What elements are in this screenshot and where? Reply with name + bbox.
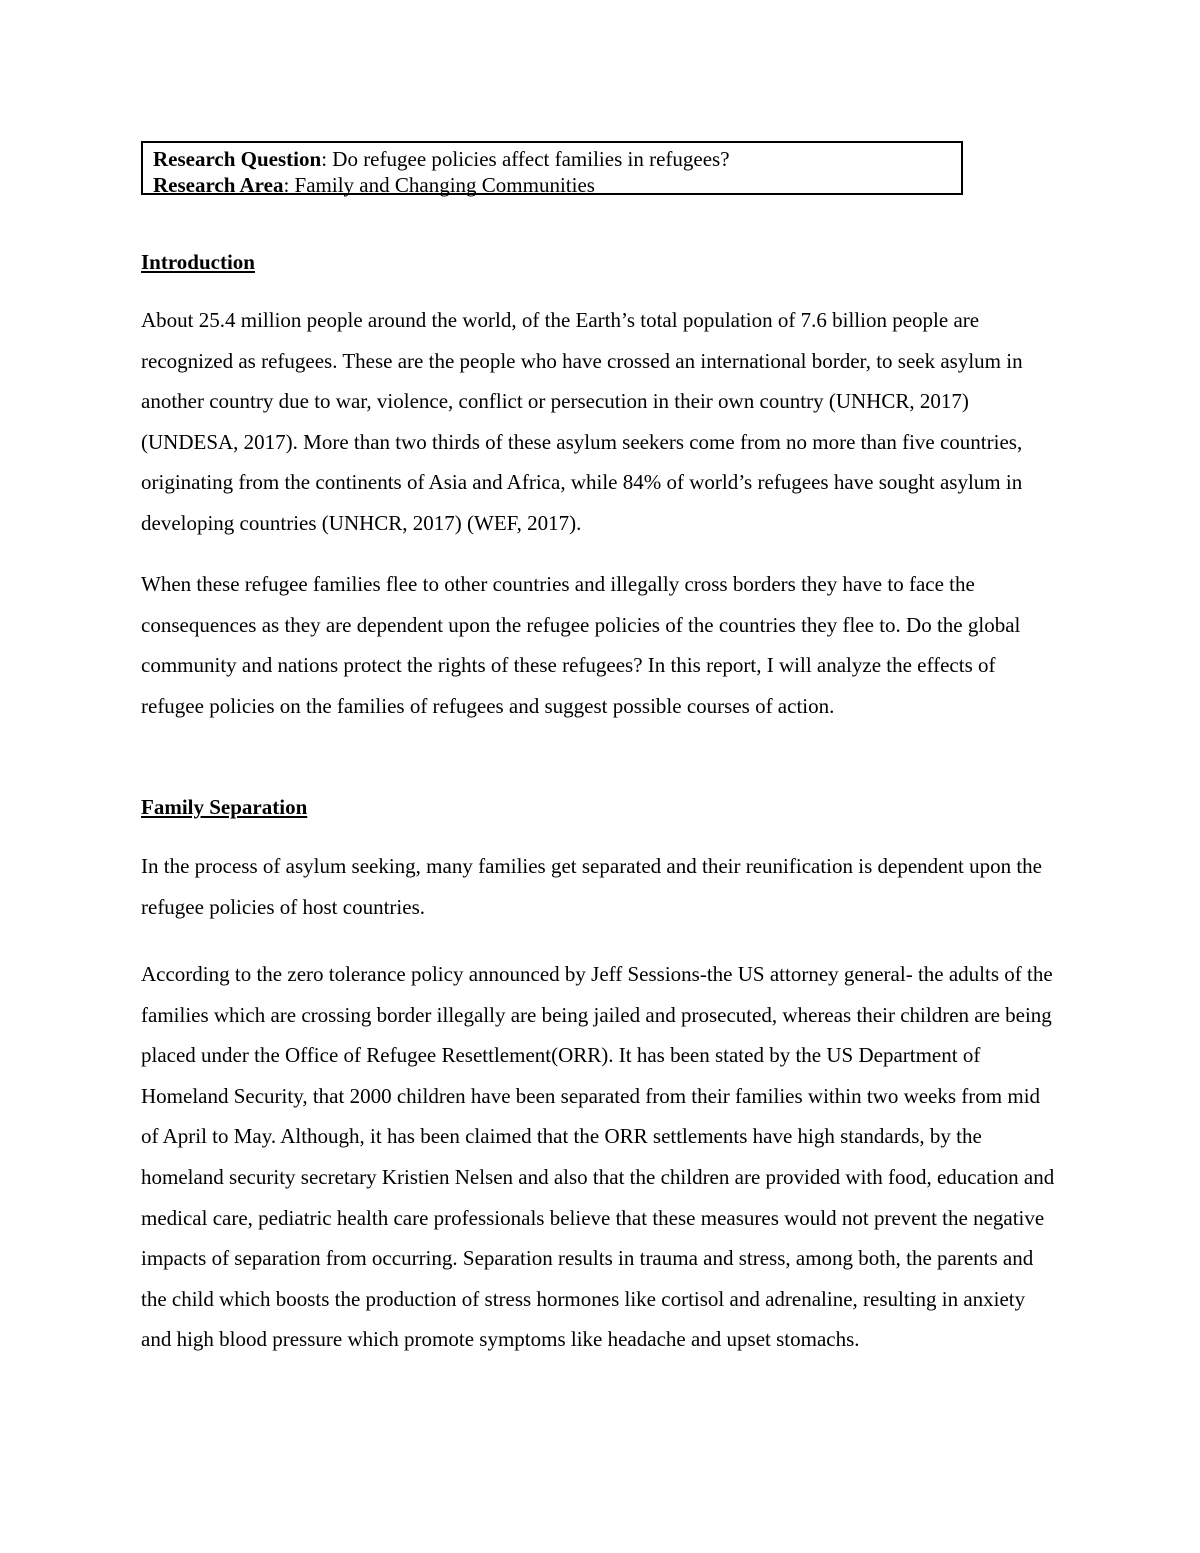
research-question-line bbox=[153, 146, 951, 172]
family-separation-paragraph-1: In the process of asylum seeking, many families get separated and their reunification is dependent upon the refugee policies of host countries. bbox=[141, 854, 1042, 919]
family-separation-paragraph-2: According to the zero tolerance policy announced by Jeff Sessions-the US attorney general- the adults of the families which are crossing border illegally are being jailed and prosecuted, whereas their children are being placed under the Office of Refugee Resettlement(ORR). It has been stated by the US Department of Homeland Security, that 2000 children have been separated from their families within two weeks from mid of April to May. Although, it has been claimed that the ORR settlements have high standards, by the homeland security secretary Kristien Nelsen and also that the children are provided with food, education and medical care, pediatric health care professionals believe that these measures would not prevent the negative impacts of separation from occurring. Separation results in trauma and stress, among both, the parents and the child which boosts the production of stress hormones like cortisol and adrenaline, resulting in anxiety and high blood pressure which promote symptoms like headache and upset stomachs. bbox=[141, 962, 1055, 1352]
research-area-text: : Family and Changing Communities bbox=[283, 173, 595, 197]
introduction-paragraph-1: About 25.4 million people around the world, of the Earth’s total population of 7.6 billion people are recognized as refugees. These are the people who have crossed an international border, to seek asylum in another country due to war, violence, conflict or persecution in their own country (UNHCR, 2017) (UNDESA, 2017). More than two thirds of these asylum seekers come from no more than five countries, originating from the continents of Asia and Africa, while 84% of world’s refugees have sought asylum in developing countries (UNHCR, 2017) (WEF, 2017). bbox=[141, 308, 1023, 535]
research-question-box bbox=[141, 141, 963, 195]
research-area-label: Research Area bbox=[153, 173, 284, 197]
research-question-label: Research Question bbox=[153, 147, 322, 171]
introduction-heading: Introduction bbox=[141, 250, 255, 274]
family-separation-heading: Family Separation bbox=[141, 795, 308, 819]
introduction-paragraph-2: When these refugee families flee to other countries and illegally cross borders they have to face the consequences as they are dependent upon the refugee policies of the countries they flee to. Do the global community and nations protect the rights of these refugees? In this report, I will analyze the effects of refugee policies on the families of refugees and suggest possible courses of action. bbox=[141, 572, 1021, 718]
research-area-line bbox=[153, 172, 951, 198]
research-question-text: : Do refugee policies affect families in refugees? bbox=[321, 147, 730, 171]
